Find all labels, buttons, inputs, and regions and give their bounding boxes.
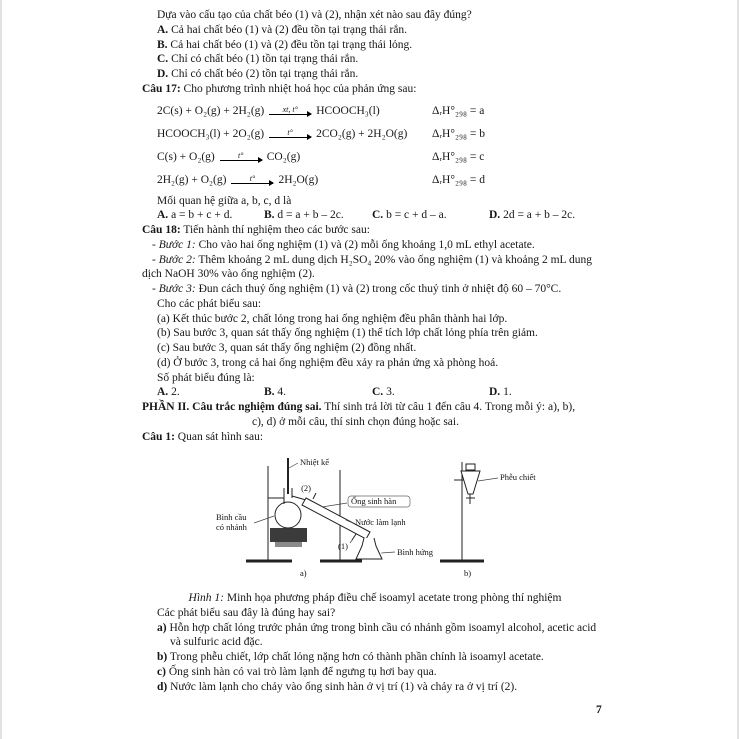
q18-option-d — [489, 385, 512, 400]
eq-left: C(s) + O₂(g) — [157, 150, 215, 163]
option-label: D. — [489, 209, 501, 222]
part2-label: PHẦN II. Câu trắc nghiệm đúng sai. — [142, 401, 322, 413]
caption-text: Minh họa phương pháp điều chế isoamyl acetate trong phòng thí nghiệm — [226, 592, 562, 604]
option-label: B. — [264, 209, 275, 222]
q18-statements-intro: Cho các phát biểu sau: — [157, 297, 262, 310]
eq-left: 2C(s) + O₂(g) + 2H₂(g) — [157, 104, 265, 117]
option-text: d = a + b – 2c. — [277, 209, 344, 222]
figure-caption — [142, 591, 608, 606]
eq-right: HCOOCH₃(l) — [316, 104, 380, 117]
q1-statement-c — [142, 665, 608, 680]
arrow-condition: xt, t° — [282, 104, 298, 114]
question-intro: Quan sát hình sau: — [177, 430, 264, 443]
page-content — [142, 8, 608, 694]
q1-statement-a — [142, 621, 608, 651]
arrow-condition: t° — [249, 173, 256, 183]
heater-base — [275, 542, 302, 547]
option-text: Cả hai chất béo (1) và (2) đều tồn tại trạng thái rắn. — [171, 23, 408, 36]
equation-2 — [142, 123, 608, 146]
q17-heading — [142, 82, 608, 97]
label-sub-a: a) — [300, 568, 307, 579]
lab-apparatus-figure — [214, 454, 544, 582]
option-label: B. — [157, 38, 168, 51]
reaction-arrow-icon — [231, 175, 273, 186]
part2-heading — [142, 400, 608, 415]
q16-option-d — [142, 67, 608, 82]
arrow-shaft-icon — [231, 183, 273, 184]
label-receiver: Bình hứng — [397, 547, 434, 558]
eq-delta: ΔᵣH°₂₉₈ = a — [432, 104, 485, 117]
q17-option-c — [372, 208, 489, 223]
figure-1 — [214, 454, 608, 587]
equation-4 — [142, 169, 608, 192]
option-text: Chỉ có chất béo (2) tồn tại trạng thái rắn. — [171, 68, 359, 80]
q17-option-a — [157, 208, 264, 223]
q17-options-row — [142, 208, 608, 223]
label-thermometer: Nhiệt kế — [300, 457, 330, 468]
q17-relation: Mối quan hệ giữa a, b, c, d là — [157, 194, 292, 207]
label-flask-line2: có nhánh — [216, 522, 247, 533]
q16-option-b — [142, 38, 608, 53]
option-text: 2. — [171, 386, 180, 399]
option-text: 1. — [503, 386, 512, 399]
step-text: Đun cách thuỷ ống nghiệm (1) và (2) trong cốc thuỷ tinh ở nhiệt độ 60 – 70°C. — [198, 283, 562, 295]
arrow-shaft-icon — [269, 114, 311, 115]
q18-step-3 — [142, 282, 608, 297]
label-sep-funnel: Phễu chiết — [500, 472, 536, 483]
eq-left: HCOOCH₃(l) + 2O₂(g) — [157, 127, 265, 140]
q1-statement-b — [142, 650, 608, 665]
q18-option-a — [157, 385, 264, 400]
q18-statement-c: (c) Sau bước 3, quan sát thấy ống nghiệm (2) đồng nhất. — [157, 342, 417, 354]
statement-text: Ống sinh hàn có vai trò làm lạnh để ngưng tụ hơi bay qua. — [168, 665, 437, 678]
question-intro: Cho phương trình nhiệt hoá học của phản ứng sau: — [183, 82, 417, 95]
option-label: A. — [157, 386, 169, 399]
arrow-condition: t° — [238, 150, 244, 160]
q18-step-2 — [142, 253, 608, 283]
q18-option-b — [264, 385, 372, 400]
q18-heading — [142, 223, 608, 238]
q18-count-question: Số phát biểu đúng là: — [157, 371, 255, 384]
q18-step-1 — [142, 238, 608, 253]
option-label: C. — [157, 53, 169, 66]
statement-label: c) — [157, 665, 166, 678]
statement-label: b) — [157, 651, 168, 663]
q17-equations — [142, 100, 608, 192]
separating-funnel-icon — [461, 464, 480, 504]
option-text: Cả hai chất béo (1) và (2) đều tồn tại trạng thái lỏng. — [170, 38, 413, 51]
equation-1 — [142, 100, 608, 123]
label-pos1: (1) — [338, 541, 348, 552]
option-text: Chỉ có chất béo (1) tồn tại trạng thái rắn. — [171, 53, 359, 66]
option-label: D. — [157, 68, 169, 80]
step-label: - Bước 2: — [152, 253, 196, 266]
option-label: D. — [489, 386, 501, 399]
q1-heading — [142, 430, 608, 445]
statement-label: a) — [157, 621, 167, 634]
q17-option-d — [489, 208, 575, 223]
question-number: Câu 17: — [142, 82, 181, 95]
part2-heading-line2: c), d) ở mỗi câu, thí sinh chọn đúng hoặc sai. — [252, 415, 459, 428]
eq-delta: ΔᵣH°₂₉₈ = d — [432, 173, 485, 186]
label-pos2: (2) — [301, 483, 311, 494]
arrow-condition: t° — [287, 127, 293, 137]
reaction-arrow-icon — [269, 106, 311, 117]
option-text: b = c + d – a. — [386, 209, 447, 222]
option-label: B. — [264, 386, 275, 399]
label-sub-b: b) — [464, 568, 472, 579]
label-cooling-water: Nước làm lạnh — [355, 517, 406, 528]
statement-text: Nước làm lạnh cho chảy vào ống sinh hàn ở vị trí (1) và chảy ra ở vị trí (2). — [170, 680, 518, 693]
question-intro: Tiến hành thí nghiệm theo các bước sau: — [183, 224, 370, 236]
q18-options-row — [142, 385, 608, 400]
q1-statement-d — [142, 680, 608, 695]
step-text: Thêm khoảng 2 mL dung dịch H₂SO₄ 20% vào ống nghiệm (1) và khoảng 2 mL dung dịch NaOH 30% vào ống nghiệm (2). — [142, 253, 593, 281]
eq-right: CO₂(g) — [266, 150, 301, 163]
question-number: Câu 1: — [142, 430, 175, 443]
eq-left: 2H₂(g) + O₂(g) — [157, 173, 227, 186]
eq-right: 2CO₂(g) + 2H₂O(g) — [316, 127, 408, 140]
reaction-arrow-icon — [269, 129, 311, 140]
option-label: A. — [157, 23, 169, 36]
option-text: 4. — [277, 386, 287, 399]
round-flask-icon — [275, 488, 306, 528]
step-label: - Bước 1: — [152, 238, 196, 251]
q18-statement-d: (d) Ở bước 3, trong cả hai ống nghiệm đều xảy ra phản ứng xà phòng hoá. — [157, 356, 499, 369]
q1-question: Các phát biểu sau đây là đúng hay sai? — [157, 606, 336, 619]
arrow-shaft-icon — [220, 160, 262, 161]
eq-delta: ΔᵣH°₂₉₈ = b — [432, 127, 485, 140]
label-condenser: Ống sinh hàn — [351, 496, 397, 507]
q17-option-b — [264, 208, 372, 223]
statement-label: d) — [157, 680, 168, 693]
step-label: - Bước 3: — [152, 283, 196, 295]
eq-right: 2H₂O(g) — [278, 173, 319, 186]
statement-text: Trong phễu chiết, lớp chất lỏng nặng hơn có thành phần chính là isoamyl acetate. — [169, 651, 544, 663]
heater-icon — [270, 528, 307, 542]
page-number: 7 — [596, 704, 602, 716]
option-label: A. — [157, 209, 169, 222]
eq-delta: ΔᵣH°₂₉₈ = c — [432, 150, 485, 163]
q18-statement-a: (a) Kết thúc bước 2, chất lỏng trong hai ống nghiệm đều phân thành hai lớp. — [157, 312, 508, 325]
caption-label: Hình 1: — [188, 592, 225, 604]
statement-text: Hỗn hợp chất lỏng trước phản ứng trong bình cầu có nhánh gồm isoamyl alcohol, acetic acid và sulfuric acid đặc. — [169, 621, 597, 649]
receiving-flask-icon — [356, 538, 382, 559]
q16-question: Dựa vào cấu tạo của chất béo (1) và (2), nhận xét nào sau đây đúng? — [157, 9, 472, 21]
question-number: Câu 18: — [142, 224, 181, 236]
option-text: 2d = a + b – 2c. — [503, 209, 576, 222]
q18-option-c — [372, 385, 489, 400]
option-text: a = b + c + d. — [171, 209, 233, 222]
option-text: 3. — [386, 386, 395, 399]
reaction-arrow-icon — [220, 152, 262, 163]
part2-text: Thí sinh trả lời từ câu 1 đến câu 4. Trong mỗi ý: a), b), — [324, 401, 576, 413]
q16-option-c — [142, 52, 608, 67]
q16-option-a — [142, 23, 608, 38]
arrow-shaft-icon — [269, 137, 311, 138]
equation-3 — [142, 146, 608, 169]
option-label: C. — [372, 209, 384, 222]
q18-statement-b: (b) Sau bước 3, quan sát thấy ống nghiệm (1) thể tích lớp chất lỏng phía trên giảm. — [157, 327, 538, 340]
label-flask-line1: Bình cầu — [216, 512, 247, 523]
step-text: Cho vào hai ống nghiệm (1) và (2) mỗi ống khoảng 1,0 mL ethyl acetate. — [198, 238, 535, 251]
option-label: C. — [372, 386, 384, 399]
